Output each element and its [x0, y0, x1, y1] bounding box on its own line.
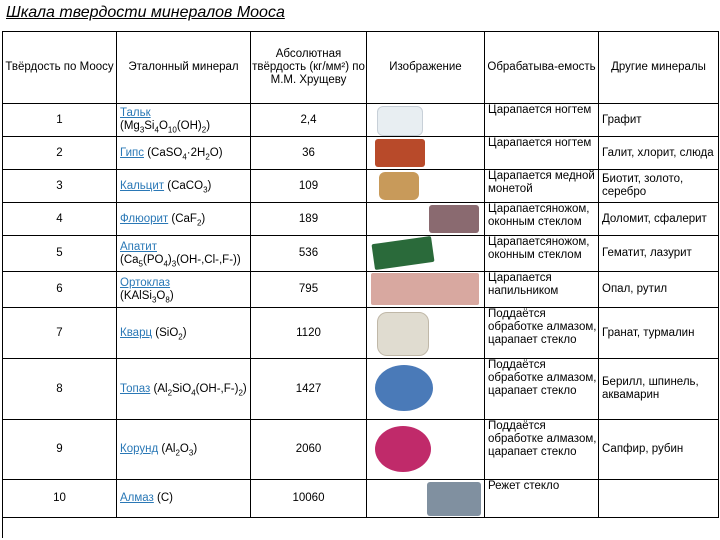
row-others: Сапфир, рубин	[599, 420, 719, 480]
row-processing: Царапаетсяножом, оконным стеклом	[485, 203, 599, 236]
row-processing: Поддаётся обработке алмазом, царапает стекло	[485, 308, 599, 359]
row-hardness: 4	[3, 203, 117, 236]
mohs-table	[2, 31, 719, 538]
row-mineral	[117, 480, 251, 518]
mineral-image-cell	[367, 170, 485, 203]
row-hardness: 6	[3, 272, 117, 308]
row-hardness: 1	[3, 104, 117, 137]
mineral-formula: $(KAlSi_3O_8)$	[120, 289, 174, 304]
row-absolute: 2,4	[251, 104, 367, 137]
mineral-image-cell	[367, 236, 485, 272]
mineral-formula: $(Ca_5(PO_4)_3(OH-,Cl-,F-))$	[120, 253, 241, 268]
calcite-image	[379, 172, 419, 200]
row-mineral	[117, 359, 251, 420]
row-hardness: 8	[3, 359, 117, 420]
mineral-link-corundum[interactable]: Корунд	[120, 443, 159, 455]
mineral-formula: $(Mg_3Si_4O_{10}(OH)_2)$	[120, 120, 211, 135]
mineral-image-cell	[367, 104, 485, 137]
orthoclase-image	[371, 273, 479, 305]
header-processing: Обрабатыва-емость	[485, 32, 599, 104]
row-mineral	[117, 203, 251, 236]
mineral-image-cell	[367, 420, 485, 480]
apatite-image	[371, 236, 434, 270]
row-absolute: 2060	[251, 420, 367, 480]
row-others: Гранат, турмалин	[599, 308, 719, 359]
mineral-link-talc[interactable]: Тальк	[120, 107, 151, 119]
row-processing: Царапаетсяножом, оконным стеклом	[485, 236, 599, 272]
row-absolute: 1427	[251, 359, 367, 420]
quartz-image	[377, 312, 429, 356]
row-hardness: 10	[3, 480, 117, 518]
row-others: Биотит, золото, серебро	[599, 170, 719, 203]
mineral-image-cell	[367, 137, 485, 170]
row-absolute: 189	[251, 203, 367, 236]
row-hardness: 5	[3, 236, 117, 272]
header-others: Другие минералы	[599, 32, 719, 104]
mineral-link-fluorite[interactable]: Флюорит	[120, 212, 169, 225]
row-absolute: 795	[251, 272, 367, 308]
fluorite-image	[429, 205, 479, 233]
page-title: Шкала твердости минералов Мооса	[6, 4, 285, 21]
row-hardness: 2	[3, 137, 117, 170]
row-others: Графит	[599, 104, 719, 137]
mineral-link-orthoclase[interactable]: Ортоклаз	[120, 276, 171, 289]
row-processing: Поддаётся обработке алмазом, царапает стекло	[485, 420, 599, 480]
mineral-image-cell	[367, 480, 485, 518]
row-others: Доломит, сфалерит	[599, 203, 719, 236]
mineral-formula: (CaCO$_3$)	[167, 179, 212, 194]
row-mineral	[117, 420, 251, 480]
row-others: Берилл, шпинель, аквамарин	[599, 359, 719, 420]
mineral-formula: $(CaSO_4\cdot 2H_2O)$	[147, 146, 223, 161]
row-absolute: 1120	[251, 308, 367, 359]
row-mineral	[117, 104, 251, 137]
mineral-formula: $(Al_2SiO_4(OH-,F-)_2)$	[153, 382, 247, 397]
mineral-link-apatite[interactable]: Апатит	[120, 240, 157, 253]
mineral-image-cell	[367, 308, 485, 359]
header-image: Изображение	[367, 32, 485, 104]
mineral-link-topaz[interactable]: Топаз	[120, 382, 151, 395]
mineral-formula: (C)	[157, 492, 173, 504]
row-processing: Царапается медной монетой	[485, 170, 599, 203]
row-processing: Режет стекло	[485, 480, 599, 518]
row-others: Галит, хлорит, слюда	[599, 137, 719, 170]
row-mineral	[117, 308, 251, 359]
row-mineral	[117, 170, 251, 203]
row-others	[599, 480, 719, 518]
header-hardness: Твёрдость по Моосу	[3, 32, 117, 104]
mineral-link-calcite[interactable]: Кальцит	[120, 179, 165, 192]
mineral-formula: $(Al_2O_3)$	[161, 443, 198, 458]
row-hardness: 9	[3, 420, 117, 480]
row-hardness: 3	[3, 170, 117, 203]
row-absolute: 109	[251, 170, 367, 203]
row-processing: Царапается ногтем	[485, 137, 599, 170]
row-absolute: 36	[251, 137, 367, 170]
gypsum-image	[375, 139, 425, 167]
mineral-formula: (CaF$_2$)	[171, 212, 206, 227]
header-absolute: Абсолютная твёрдость (кг/мм²) по М.М. Хрущеву	[251, 32, 367, 104]
mineral-link-gypsum[interactable]: Гипс	[120, 146, 144, 159]
row-processing: Царапается ногтем	[485, 104, 599, 137]
row-mineral	[117, 272, 251, 308]
mineral-formula: (SiO$_2$)	[155, 326, 187, 341]
diamond-image	[427, 482, 481, 516]
row-mineral	[117, 236, 251, 272]
row-hardness: 7	[3, 308, 117, 359]
topaz-image	[375, 365, 433, 411]
mineral-image-cell	[367, 272, 485, 308]
mineral-image-cell	[367, 359, 485, 420]
row-absolute: 10060	[251, 480, 367, 518]
mineral-image-cell	[367, 203, 485, 236]
row-processing: Поддаётся обработке алмазом, царапает стекло	[485, 359, 599, 420]
talc-image	[377, 106, 423, 136]
mineral-link-diamond[interactable]: Алмаз	[120, 492, 154, 504]
header-mineral: Эталонный минерал	[117, 32, 251, 104]
row-others: Гематит, лазурит	[599, 236, 719, 272]
corundum-image	[375, 426, 431, 472]
row-mineral	[117, 137, 251, 170]
mineral-link-quartz[interactable]: Кварц	[120, 326, 153, 339]
row-others: Опал, рутил	[599, 272, 719, 308]
row-absolute: 536	[251, 236, 367, 272]
row-processing: Царапается напильником	[485, 272, 599, 308]
